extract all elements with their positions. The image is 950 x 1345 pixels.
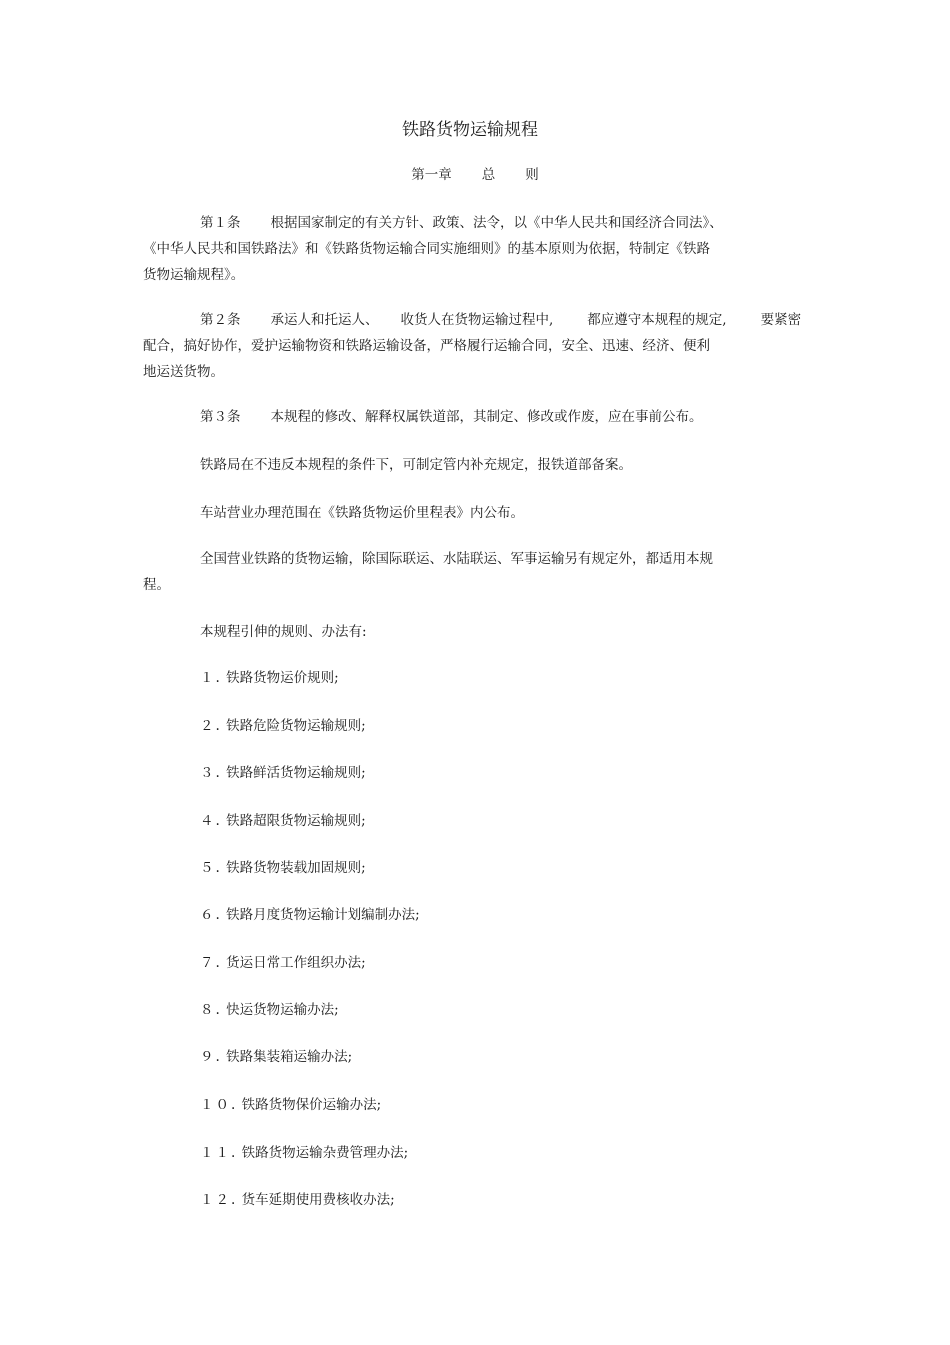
list-item-number: ２. — [200, 718, 222, 734]
paragraph-text-line: 全国营业铁路的货物运输，除国际联运、水陆联运、军事运输另有规定外，都适用本规 — [200, 551, 713, 567]
list-item-text: 铁路集装箱运输办法; — [226, 1049, 353, 1065]
list-item — [200, 1191, 395, 1209]
list-item-number: １２. — [200, 1192, 238, 1208]
list-item — [200, 859, 366, 877]
list-item — [200, 812, 366, 830]
list-item-text: 铁路货物装载加固规则; — [226, 860, 366, 876]
article-2 — [143, 307, 823, 385]
list-item-text: 铁路货物运价规则; — [226, 670, 339, 686]
article-1 — [143, 210, 743, 288]
list-item-text: 铁路鲜活货物运输规则; — [226, 765, 366, 781]
list-item — [200, 1144, 408, 1162]
article-label: 第２条 — [200, 312, 241, 328]
paragraph-text: 本规程引伸的规则、办法有: — [200, 624, 367, 640]
list-item-text: 铁路货物保价运输办法; — [241, 1097, 382, 1113]
list-item-text: 货车延期使用费核收办法; — [241, 1192, 395, 1208]
chapter-number: 第一章 — [411, 167, 452, 183]
list-item — [200, 717, 366, 735]
list-item — [200, 1048, 352, 1066]
list-item-number: １. — [200, 670, 222, 686]
list-item — [200, 764, 366, 782]
list-item-number: １０. — [200, 1097, 238, 1113]
list-item-number: ３. — [200, 765, 222, 781]
list-item-text: 快运货物运输办法; — [226, 1002, 339, 1018]
list-item-number: ５. — [200, 860, 222, 876]
article-text-segment: 承运人和托运人、 — [270, 312, 379, 328]
article-text-line: 配合，搞好协作，爱护运输物资和铁路运输设备，严格履行运输合同，安全、迅速、经济、便利 — [143, 338, 710, 354]
list-item-number: ４. — [200, 813, 222, 829]
list-item-number: ９. — [200, 1049, 222, 1065]
chapter-name-part1: 总 — [481, 167, 496, 183]
list-item-text: 铁路危险货物运输规则; — [226, 718, 366, 734]
list-item — [200, 954, 366, 972]
article-text-line: 本规程的修改、解释权属铁道部，其制定、修改或作废，应在事前公布。 — [270, 409, 703, 425]
article-text-line: 《中华人民共和国铁路法》和《铁路货物运输合同实施细则》的基本原则为依据，特制定《铁路 — [143, 241, 710, 257]
chapter-heading — [0, 166, 950, 184]
article-text-segment: 都应遵守本规程的规定, — [587, 312, 727, 328]
paragraph-bureau — [143, 452, 743, 478]
list-item-number: ８. — [200, 1002, 222, 1018]
paragraph-text-line: 程。 — [143, 577, 170, 593]
article-text-segment: 收货人在货物运输过程中, — [400, 312, 554, 328]
list-item — [200, 906, 420, 924]
article-text-line: 地运送货物。 — [143, 364, 224, 380]
paragraph-scope — [143, 546, 743, 598]
paragraph-station — [143, 500, 743, 526]
list-item-text: 铁路货物运输杂费管理办法; — [241, 1145, 409, 1161]
article-text-segment: 要紧密 — [760, 312, 802, 328]
article-3 — [143, 404, 743, 430]
article-label: 第１条 — [200, 215, 241, 231]
paragraph-text: 车站营业办理范围在《铁路货物运价里程表》内公布。 — [200, 505, 524, 521]
chapter-name-part2: 则 — [525, 167, 539, 183]
article-text-line: 货物运输规程》。 — [143, 267, 245, 283]
paragraph-text: 铁路局在不违反本规程的条件下，可制定管内补充规定，报铁道部备案。 — [200, 457, 632, 473]
list-item-number: １１. — [200, 1145, 238, 1161]
list-item — [200, 1096, 381, 1114]
paragraph-list-intro — [143, 619, 743, 645]
document-title: 铁路货物运输规程 — [402, 120, 538, 140]
list-item-text: 铁路月度货物运输计划编制办法; — [226, 907, 420, 923]
list-item-text: 铁路超限货物运输规则; — [226, 813, 366, 829]
article-label: 第３条 — [200, 409, 241, 425]
list-item-text: 货运日常工作组织办法; — [226, 955, 366, 971]
list-item-number: ６. — [200, 907, 222, 923]
list-item — [200, 1001, 339, 1019]
list-item — [200, 669, 339, 687]
article-text-line: 根据国家制定的有关方针、政策、法令，以《中华人民共和国经济合同法》、 — [270, 215, 723, 231]
list-item-number: ７. — [200, 955, 222, 971]
